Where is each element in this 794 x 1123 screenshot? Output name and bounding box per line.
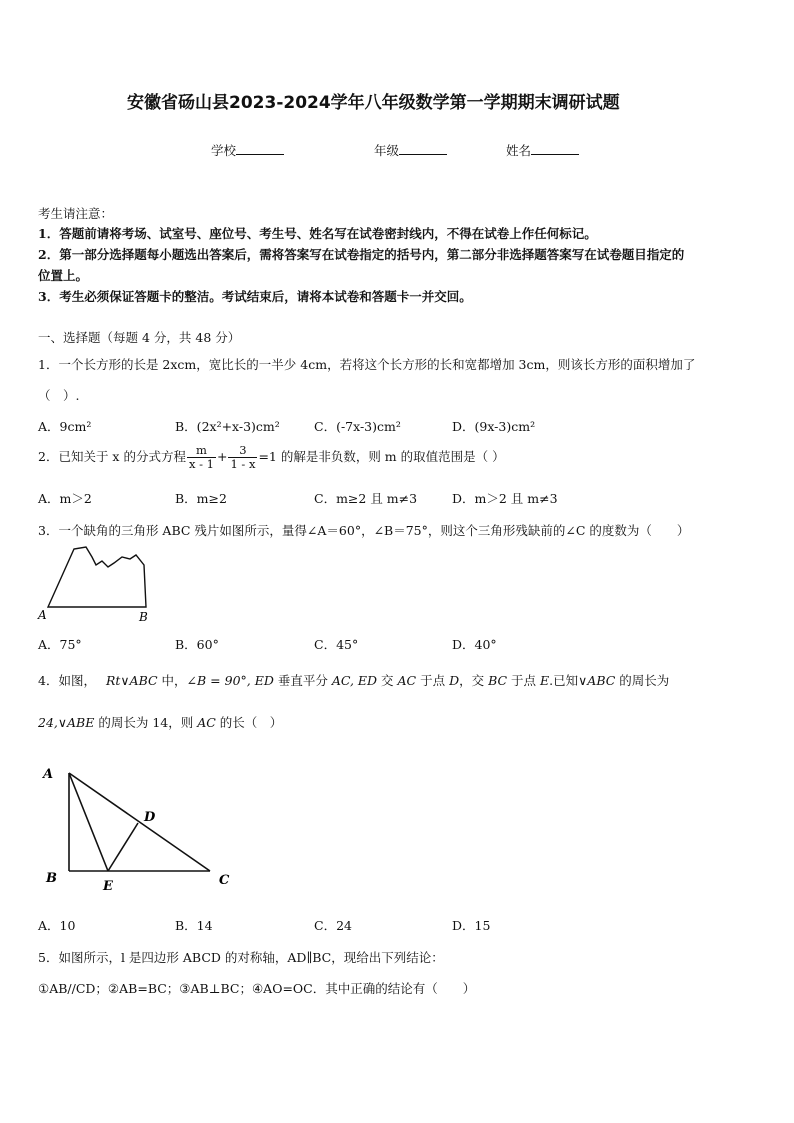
q1-option-d[interactable]: D．(9x-3)cm²: [452, 419, 536, 434]
q4-math: 24,∨ABE: [38, 715, 95, 730]
q4-math: Rt∨ABC: [105, 673, 158, 688]
q2-stem: [38, 444, 505, 471]
q3-stem: 3．一个缺角的三角形 ABC 残片如图所示，量得∠A＝60°，∠B＝75°，则这个三角形残缺前的∠C 的度数为（ ）: [38, 523, 690, 538]
q4-label-c: C: [219, 873, 230, 888]
notice-item-1: 1．答题前请将考场、试室号、座位号、考生号、姓名写在试卷密封线内，不得在试卷上作任何标记。: [38, 226, 597, 241]
grade-label: 年级: [374, 143, 400, 158]
q5-stem: 5．如图所示，l 是四边形 ABCD 的对称轴，AD∥BC，现给出下列结论：: [38, 950, 444, 965]
q4-text: 4．如图，: [38, 673, 96, 688]
q4-math: E: [540, 673, 550, 688]
q5-statements: ①AB//CD；②AB=BC；③AB⊥BC；④AO=OC．其中正确的结论有（ ）: [38, 981, 476, 996]
q3-label-a: A: [38, 608, 47, 622]
school-label: 学校: [211, 143, 237, 158]
q4-math: ∨ABC: [578, 673, 616, 688]
q3-option-a[interactable]: A．75°: [38, 637, 82, 652]
q2-plus: +: [216, 449, 228, 464]
notice-heading: 考生请注意：: [38, 206, 114, 221]
q3-triangle-figure: [36, 543, 156, 625]
name-label: 姓名: [506, 143, 532, 158]
q4-label-a: A: [43, 767, 54, 782]
q4-label-d: D: [144, 810, 156, 825]
q2-frac2-den: 1 - x: [230, 457, 256, 471]
q4-math: AC: [197, 715, 216, 730]
q4-text: 于点: [507, 673, 541, 688]
grade-blank[interactable]: [399, 142, 447, 155]
q4-triangle-figure: [38, 763, 248, 893]
q2-option-c[interactable]: C．m≥2 且 m≠3: [314, 491, 418, 506]
q1-option-c[interactable]: C．(-7x-3)cm²: [314, 419, 401, 434]
q2-prefix: 2．已知关于 x 的分式方程: [38, 449, 186, 464]
q4-text: .已知: [549, 673, 579, 688]
notice-item-3: 3．考生必须保证答题卡的整洁。考试结束后，请将本试卷和答题卡一并交回。: [38, 289, 472, 304]
q4-math: D: [449, 673, 460, 688]
q3-option-b[interactable]: B．60°: [175, 637, 219, 652]
q2-frac2-num: 3: [228, 444, 257, 458]
q4-option-c[interactable]: C．24: [314, 918, 352, 933]
q4-segment-ae: [69, 773, 108, 871]
q4-math: AC, ED: [331, 673, 378, 688]
q3-broken-triangle: [48, 547, 146, 607]
q3-option-c[interactable]: C．45°: [314, 637, 359, 652]
q4-stem-line2: [38, 713, 282, 731]
q4-side-ac: [69, 773, 210, 871]
q4-text: 的周长为: [615, 673, 670, 688]
q4-text: 于点: [416, 673, 450, 688]
q4-text: 交: [377, 673, 398, 688]
q1-option-a[interactable]: A．9cm²: [38, 419, 92, 434]
q4-option-a[interactable]: A．10: [38, 918, 76, 933]
q4-text: 的长（ ）: [215, 715, 283, 730]
q4-segment-ed: [108, 823, 138, 871]
q4-text: 中，: [157, 673, 187, 688]
school-field: [211, 141, 284, 159]
section-heading: 一、选择题（每题 4 分，共 48 分）: [38, 330, 241, 345]
q3-label-b: B: [139, 610, 148, 624]
q3-option-d[interactable]: D．40°: [452, 637, 497, 652]
name-blank[interactable]: [531, 142, 579, 155]
q4-label-b: B: [46, 871, 57, 886]
q4-option-b[interactable]: B．14: [175, 918, 213, 933]
notice-item-2: 2．第一部分选择题每小题选出答案后，需将答案写在试卷指定的括号内，第二部分非选择题答案写在试卷题目指定的: [38, 247, 685, 262]
q4-text: 的周长为 14，则: [94, 715, 198, 730]
q2-fraction-2: [228, 444, 257, 471]
q4-stem-line1: [38, 671, 669, 689]
page-title: 安徽省砀山县2023-2024学年八年级数学第一学期期末调研试题: [127, 93, 620, 113]
q1-stem: 1．一个长方形的长是 2xcm，宽比长的一半少 4cm，若将这个长方形的长和宽都增加 3cm，则该长方形的面积增加了: [38, 357, 696, 372]
q2-suffix: =1 的解是非负数，则 m 的取值范围是（ ）: [258, 449, 505, 464]
q2-option-a[interactable]: A．m＞2: [38, 491, 92, 506]
q1-stem-cont: （ ）.: [38, 388, 80, 403]
name-field: [506, 141, 579, 159]
q4-option-d[interactable]: D．15: [452, 918, 491, 933]
grade-field: [374, 141, 447, 159]
q2-option-b[interactable]: B．m≥2: [175, 491, 227, 506]
q2-fraction-1: [187, 444, 216, 471]
q2-option-d[interactable]: D．m＞2 且 m≠3: [452, 491, 558, 506]
q4-label-e: E: [103, 879, 113, 893]
q4-math: BC: [488, 673, 508, 688]
q4-text: 垂直平分: [273, 673, 332, 688]
school-blank[interactable]: [236, 142, 284, 155]
q1-option-b[interactable]: B．(2x²+x-3)cm²: [175, 419, 280, 434]
q2-frac1-num: m: [187, 444, 216, 458]
q2-frac1-den: x - 1: [188, 457, 214, 471]
q4-math: AC: [397, 673, 417, 688]
q4-math: ∠B = 90°, ED: [186, 673, 274, 688]
notice-item-2-cont: 位置上。: [38, 268, 89, 283]
q4-text: ，交: [459, 673, 489, 688]
